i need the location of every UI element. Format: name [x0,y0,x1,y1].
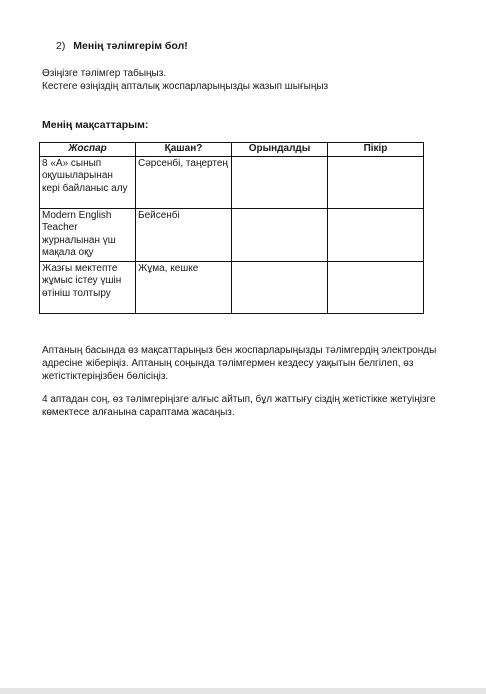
column-header-done: Орындалды [232,143,328,157]
instruction-paragraph-1: Аптаның басында өз мақсаттарыңыз бен жоспарларыңызды тәлімгердің электронды адресіне жіберіңіз. Аптаның соңында тәлімгермен кездесу уақытын белгілеп, өз жетістіктеріңізбен бөлісіңіз. [42,345,437,382]
column-header-when: Қашан? [136,143,232,157]
section-title: Менің тәлімгерім бол! [73,40,188,52]
table-row [40,261,424,313]
intro-text [42,67,328,93]
instruction-paragraph-2: 4 аптадан соң, өз тәлімгеріңізге алғыс айтып, бұл жаттығу сіздің жетістікке жетуіңізге көмектесе алғанына сараптама жасаңыз. [42,394,436,418]
done-cell[interactable] [232,156,328,208]
section-number: 2) [56,40,66,52]
plan-cell: Жазғы мектепте жұмыс істеу үшін өтініш толтыру [40,261,136,313]
done-cell[interactable] [232,208,328,261]
page-bottom-edge [0,688,486,694]
plan-cell: Modern English Teacher журналынан үш мақала оқу [40,208,136,261]
done-cell[interactable] [232,261,328,313]
section-heading [56,40,188,52]
table-header-row [40,143,424,157]
column-header-comment: Пікір [328,143,424,157]
comment-cell[interactable] [328,156,424,208]
when-cell: Бейсенбі [136,208,232,261]
when-cell: Сәрсенбі, таңертең [136,156,232,208]
intro-line-2: Кестеге өзіңіздің апталық жоспарларыңызды жазып шығыңыз [42,81,329,92]
goals-table [39,142,424,314]
intro-line-1: Өзіңізге тәлімгер табыңыз. [42,68,167,79]
table-row [40,208,424,261]
comment-cell[interactable] [328,261,424,313]
column-header-plan: Жоспар [40,143,136,157]
when-cell: Жұма, кешке [136,261,232,313]
plan-cell: 8 «А» сынып оқушыларынан кері байланыс алу [40,156,136,208]
table-row [40,156,424,208]
goals-title: Менің мақсаттарым: [42,119,149,131]
comment-cell[interactable] [328,208,424,261]
